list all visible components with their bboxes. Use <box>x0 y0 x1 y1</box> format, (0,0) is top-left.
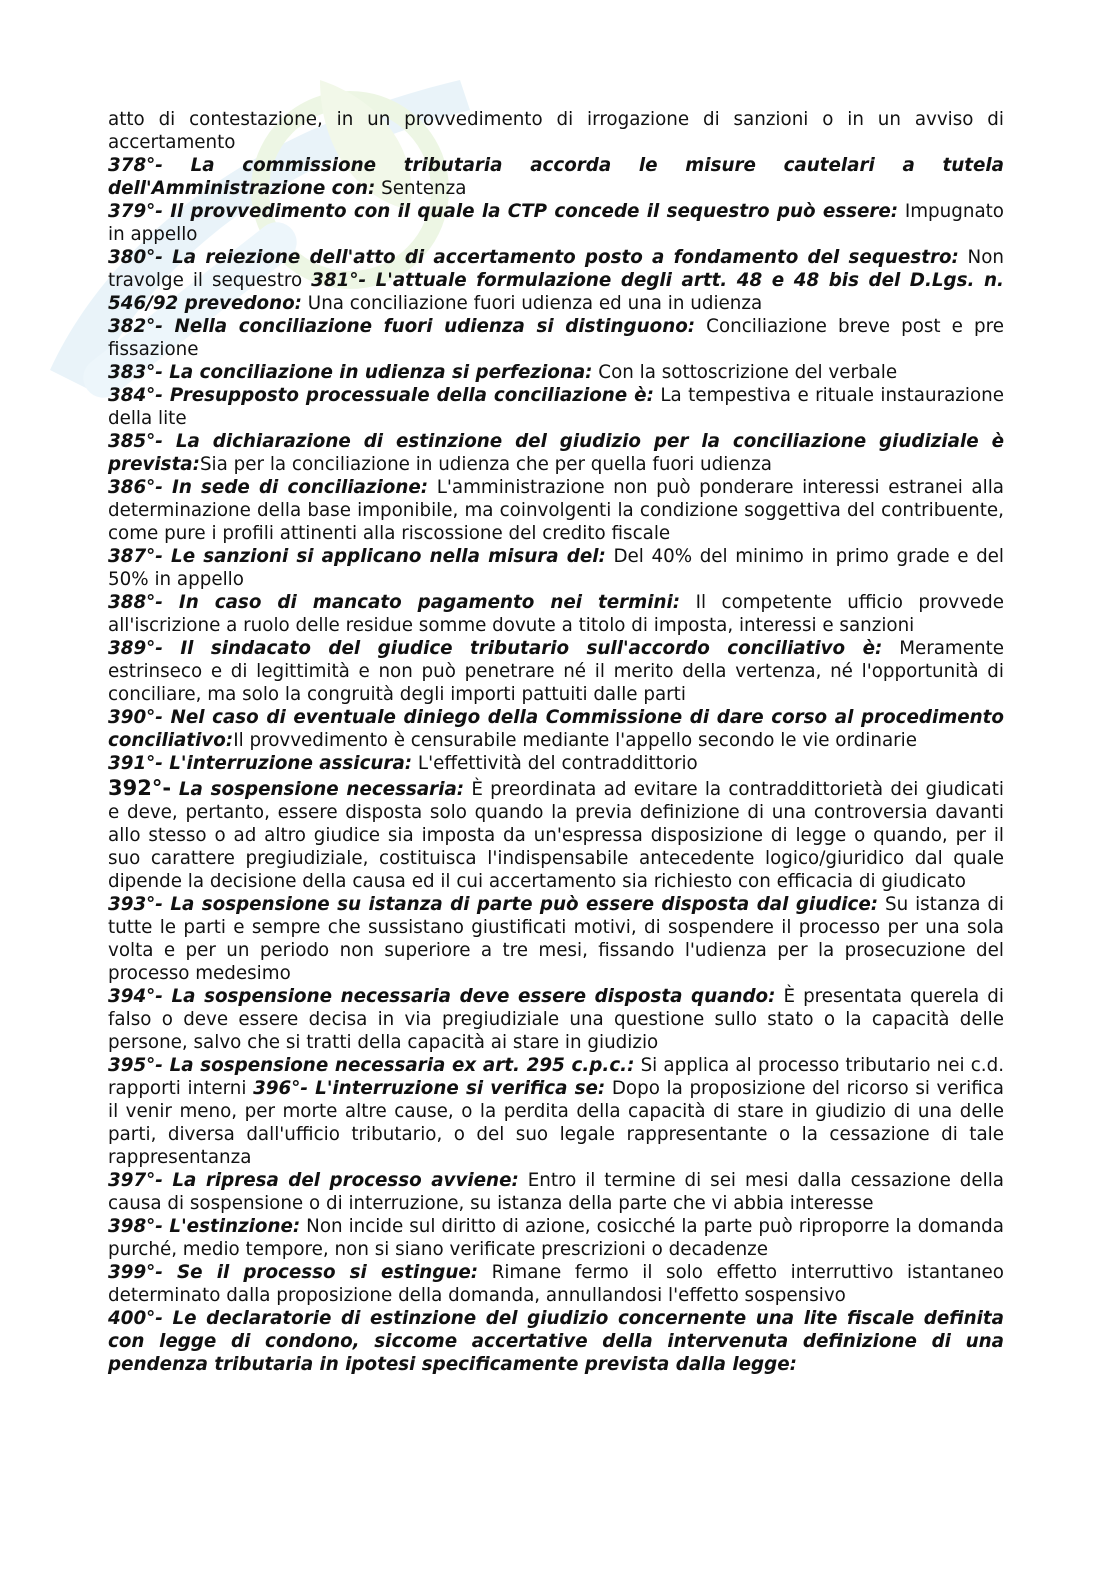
answer-text: L'effettività del contraddittorio <box>412 753 698 774</box>
question-text: 381°- L'attuale formulazione degli artt. 48 e 48 bis del D.Lgs. n. 546/92 prevedono: <box>108 270 1004 314</box>
answer-text: Sentenza <box>375 178 467 199</box>
question-text: 399°- Se il processo si estingue: <box>108 1262 479 1283</box>
paragraph-p395 <box>108 1054 1004 1169</box>
document-body <box>108 108 1004 1376</box>
paragraph-p383 <box>108 361 1004 384</box>
question-text: La sospensione necessaria: <box>171 779 465 800</box>
answer-text: L'amministrazione non può ponderare interessi estranei alla determinazione della base imponibile, ma coinvolgenti la condizione soggettiva del contribuente, come pure i profili attinenti alla riscossione del credito fiscale <box>108 477 1004 544</box>
question-text: 400°- Le declaratorie di estinzione del giudizio concernente una lite fiscale definita con legge di condono, siccome accertative della intervenuta definizione di una pendenza tributaria in ipotesi specificamente prevista dalla legge: <box>108 1308 1004 1375</box>
paragraph-p392 <box>108 777 1004 893</box>
answer-text: Entro il termine di sei mesi dalla cessazione della causa di sospensione o di interruzione, su istanza della parte che vi abbia interesse <box>108 1170 1004 1214</box>
paragraph-p387 <box>108 545 1004 591</box>
answer-text: Rimane fermo il solo effetto interruttivo istantaneo determinato dalla proposizione della domanda, annullandosi l'effetto sospensivo <box>108 1262 1004 1306</box>
answer-text: atto di contestazione, in un provvedimento di irrogazione di sanzioni o in un avviso di accertamento <box>108 109 1004 153</box>
paragraph-p379 <box>108 200 1004 246</box>
paragraph-p399 <box>108 1261 1004 1307</box>
answer-text: Sia per la conciliazione in udienza che per quella fuori udienza <box>199 454 772 475</box>
answer-text: Non travolge il sequestro <box>108 247 1004 291</box>
paragraph-p394 <box>108 985 1004 1054</box>
question-number: 392°- <box>108 776 172 800</box>
answer-text: Il competente ufficio provvede all'iscrizione a ruolo delle residue somme dovute a titolo di imposta, interessi e sanzioni <box>108 592 1004 636</box>
question-text: 378°- La commissione tributaria accorda le misure cautelari a tutela dell'Amministrazione con: <box>108 155 1004 199</box>
paragraph-p380 <box>108 246 1004 315</box>
question-text: 382°- Nella conciliazione fuori udienza si distinguono: <box>108 316 696 337</box>
answer-text: Con la sottoscrizione del verbale <box>592 362 898 383</box>
answer-text: È preordinata ad evitare la contraddittorietà dei giudicati e deve, pertanto, essere disposta solo quando la previa definizione di una controversia davanti allo stesso o ad altro giudice sia imposta da un'espressa disposizione di legge o quando, per il suo carattere pregiudiziale, costituisca l'indispensabile antecedente logico/giuridico dal quale dipende la decisione della causa ed il cui accertamento sia richiesto con efficacia di giudicato <box>108 779 1004 892</box>
paragraph-p386 <box>108 476 1004 545</box>
answer-text: Una conciliazione fuori udienza ed una in udienza <box>302 293 763 314</box>
question-text: 379°- Il provvedimento con il quale la CTP concede il sequestro può essere: <box>108 201 899 222</box>
paragraph-p-intro <box>108 108 1004 154</box>
answer-text: La tempestiva e rituale instaurazione della lite <box>108 385 1004 429</box>
answer-text: Meramente estrinseco e di legittimità e non può penetrare né il merito della vertenza, né l'opportunità di conciliare, ma solo la congruità degli importi pattuiti dalle parti <box>108 638 1004 705</box>
answer-text: Conciliazione breve post e pre fissazione <box>108 316 1004 360</box>
answer-text: È presentata querela di falso o deve essere decisa in via pregiudiziale una questione sullo stato o la capacità delle persone, salvo che si tratti della capacità ai stare in giudizio <box>108 986 1004 1053</box>
question-text: 383°- La conciliazione in udienza si perfeziona: <box>108 362 593 383</box>
paragraph-p389 <box>108 637 1004 706</box>
question-text: 395°- La sospensione necessaria ex art. 295 c.p.c.: <box>108 1055 635 1076</box>
paragraph-p388 <box>108 591 1004 637</box>
question-text: 398°- L'estinzione: <box>108 1216 301 1237</box>
answer-text: Impugnato in appello <box>108 201 1004 245</box>
paragraph-p393 <box>108 893 1004 985</box>
question-text: 394°- La sospensione necessaria deve essere disposta quando: <box>108 986 776 1007</box>
paragraph-p400 <box>108 1307 1004 1376</box>
paragraph-p382 <box>108 315 1004 361</box>
question-text: 384°- Presupposto processuale della conciliazione è: <box>108 385 654 406</box>
question-text: 388°- In caso di mancato pagamento nei termini: <box>108 592 681 613</box>
question-text: 385°- La dichiarazione di estinzione del giudizio per la conciliazione giudiziale è prevista: <box>108 431 1004 475</box>
question-text: 397°- La ripresa del processo avviene: <box>108 1170 519 1191</box>
paragraph-p384 <box>108 384 1004 430</box>
question-text: 387°- Le sanzioni si applicano nella misura del: <box>108 546 606 567</box>
paragraph-p398 <box>108 1215 1004 1261</box>
answer-text: Non incide sul diritto di azione, cosicché la parte può riproporre la domanda purché, medio tempore, non si siano verificate prescrizioni o decadenze <box>108 1216 1004 1260</box>
answer-text: Dopo la proposizione del ricorso si verifica il venir meno, per morte altre cause, o la perdita della capacità di stare in giudizio di una delle parti, diversa dall'ufficio tributario, o del suo legale rappresentante o la cessazione di tale rappresentanza <box>108 1078 1004 1168</box>
paragraph-p390 <box>108 706 1004 752</box>
answer-text: Si applica al processo tributario nei c.d. rapporti interni <box>108 1055 1005 1099</box>
paragraph-p385 <box>108 430 1004 476</box>
answer-text: Del 40% del minimo in primo grade e del 50% in appello <box>108 546 1005 590</box>
question-text: 386°- In sede di conciliazione: <box>108 477 429 498</box>
question-text: 389°- Il sindacato del giudice tributario sull'accordo conciliativo è: <box>108 638 883 659</box>
question-text: 391°- L'interruzione assicura: <box>108 753 413 774</box>
question-text: 380°- La reiezione dell'atto di accertamento posto a fondamento del sequestro: <box>108 247 959 268</box>
paragraph-p397 <box>108 1169 1004 1215</box>
question-text: 390°- Nel caso di eventuale diniego della Commissione di dare corso al procedimento conciliativo: <box>108 707 1004 751</box>
paragraph-p378 <box>108 154 1004 200</box>
answer-text: Il provvedimento è censurabile mediante l'appello secondo le vie ordinarie <box>233 730 917 751</box>
question-text: 396°- L'interruzione si verifica se: <box>253 1078 606 1099</box>
answer-text: Su istanza di tutte le parti e sempre che sussistano giustificati motivi, di sospendere il processo per una sola volta e per un periodo non superiore a tre mesi, fissando l'udienza per la prosecuzione del processo medesimo <box>108 894 1004 984</box>
paragraph-p391 <box>108 752 1004 775</box>
question-text: 393°- La sospensione su istanza di parte può essere disposta dal giudice: <box>108 894 879 915</box>
